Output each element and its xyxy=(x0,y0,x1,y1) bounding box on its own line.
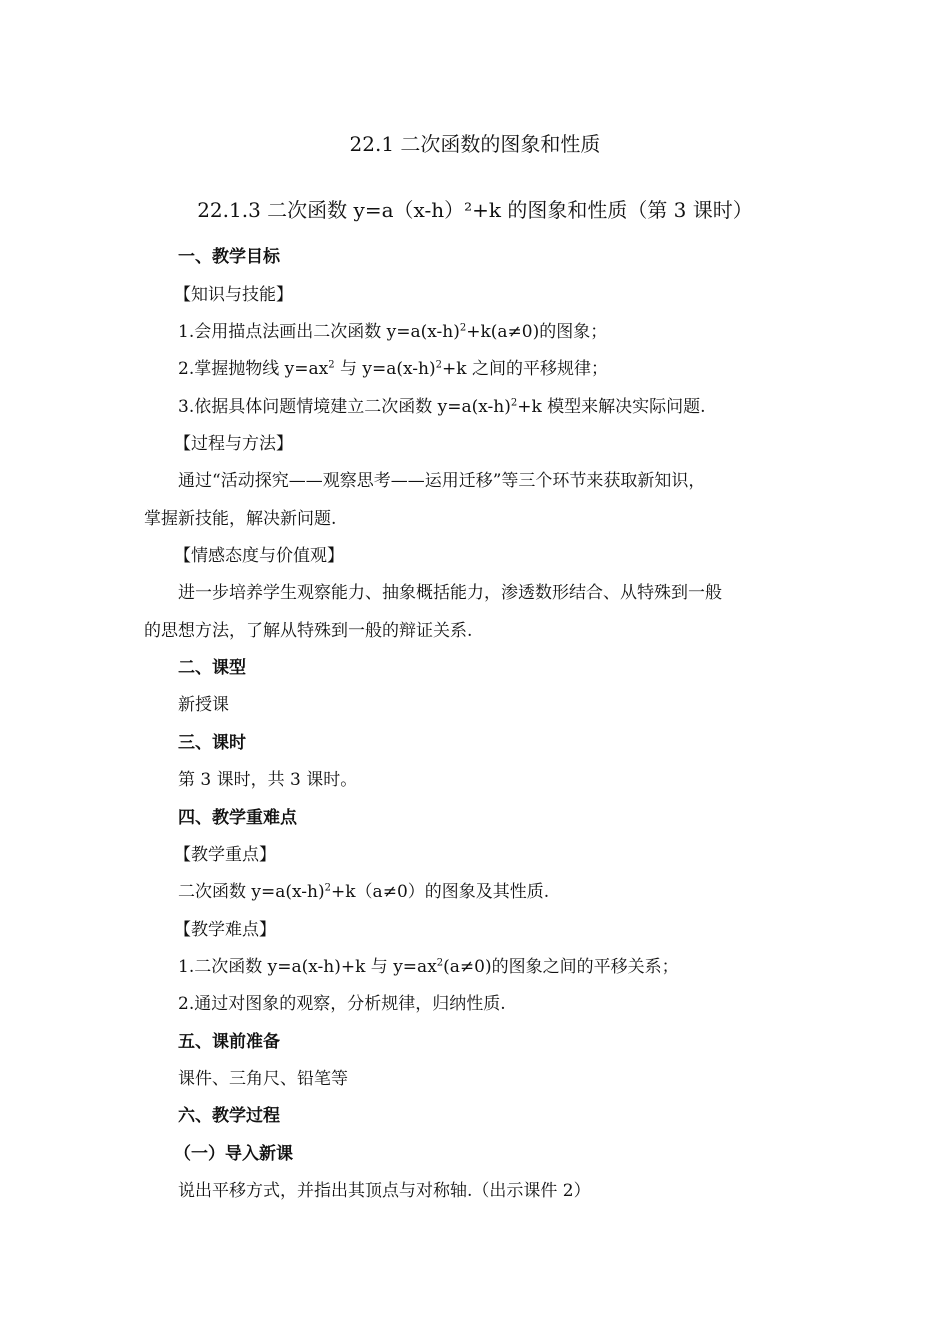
section-5-heading: 五、课前准备 xyxy=(178,1032,280,1052)
preparation-text: 课件、三角尺、铅笔等 xyxy=(178,1069,348,1089)
process-method-label: 【过程与方法】 xyxy=(174,434,293,454)
difficulty-label: 【教学难点】 xyxy=(174,920,276,940)
subsection-intro-heading: （一）导入新课 xyxy=(174,1144,293,1164)
emotion-paragraph-line-1: 进一步培养学生观察能力、抽象概括能力，渗透数形结合、从特殊到一般 xyxy=(178,583,722,603)
section-1-heading: 一、教学目标 xyxy=(178,247,280,267)
knowledge-item-1: 1.会用描点法画出二次函数 $y=a(x-h)^2+k(a\ne 0)$的图象； xyxy=(178,322,608,342)
knowledge-item-2: 2.掌握抛物线 $y=ax^2$ 与 $y=a(x-h)^2+k$ 之间的平移规律； xyxy=(178,359,608,379)
process-paragraph-line-1: 通过“活动探究——观察思考——运用迁移”等三个环节来获取新知识， xyxy=(178,471,706,491)
section-3-heading: 三、课时 xyxy=(178,733,246,753)
knowledge-skills-label: 【知识与技能】 xyxy=(174,285,293,305)
key-point-text: 二次函数 $y=a(x-h)^2+k(a\ne 0)$的图象及其性质. xyxy=(178,882,550,902)
intro-text: 说出平移方式，并指出其顶点与对称轴.（出示课件 2） xyxy=(178,1181,591,1201)
main-title: 22.1 二次函数的图象和性质 xyxy=(349,132,601,156)
lesson-period-text: 第 3 课时，共 3 课时。 xyxy=(178,770,358,790)
process-paragraph-line-2: 掌握新技能，解决新问题. xyxy=(144,509,337,529)
section-2-heading: 二、课型 xyxy=(178,658,246,678)
sub-title: 22.1.3 二次函数 y=a（x-h）²+k 的图象和性质（第 3 课时） xyxy=(197,198,753,222)
lesson-type-text: 新授课 xyxy=(178,695,229,715)
section-4-heading: 四、教学重难点 xyxy=(178,808,297,828)
emotion-values-label: 【情感态度与价值观】 xyxy=(174,546,344,566)
knowledge-item-3: 3.依据具体问题情境建立二次函数 $y=a(x-h)^2+k$ 模型来解决实际问题. xyxy=(178,397,706,417)
emotion-paragraph-line-2: 的思想方法，了解从特殊到一般的辩证关系. xyxy=(144,621,473,641)
section-6-heading: 六、教学过程 xyxy=(178,1106,280,1126)
key-point-label: 【教学重点】 xyxy=(174,845,276,865)
difficulty-item-2: 2.通过对图象的观察，分析规律，归纳性质. xyxy=(178,994,506,1014)
difficulty-item-1: 1.二次函数 y=a(x-h)+k 与 $y=ax^2(a\ne 0)$的图象之间的平移关系； xyxy=(178,957,679,977)
